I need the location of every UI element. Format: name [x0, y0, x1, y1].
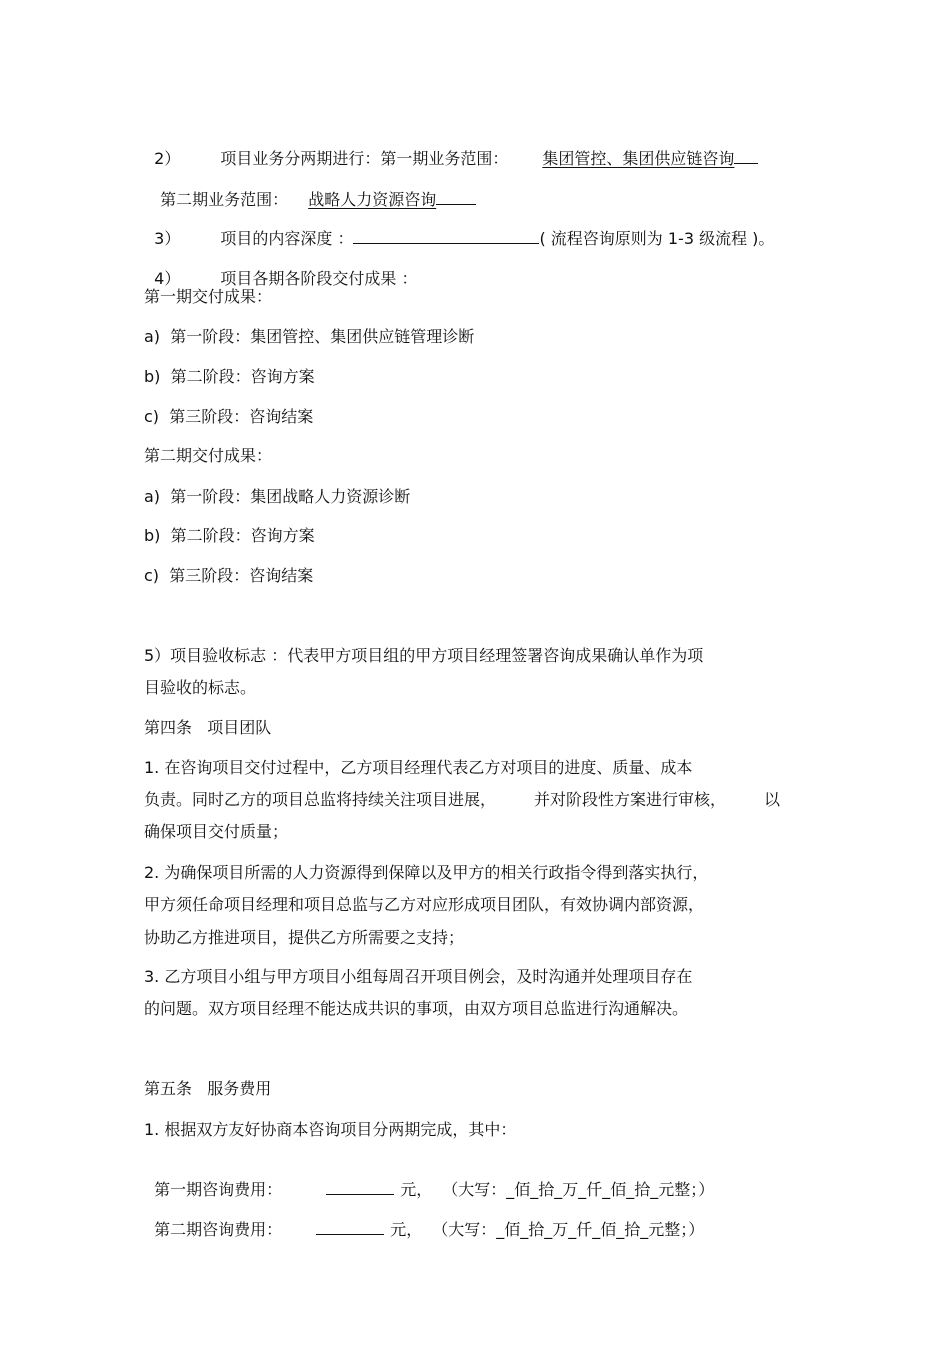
- paragraph-line: 甲方须任命项目经理和项目总监与乙方对应形成项目团队，有效协调内部资源，: [144, 895, 705, 914]
- paragraph-line: 确保项目交付质量；: [144, 822, 289, 841]
- list-item: b) 第二阶段：咨询方案: [144, 526, 315, 545]
- fee-words: （大写：_佰_拾_万_仟_佰_拾_元整；）: [432, 1220, 705, 1239]
- article-5-title: 第五条 服务费用: [144, 1079, 272, 1098]
- item-label: 项目的内容深度 ：: [220, 229, 354, 248]
- list-item: c) 第三阶段：咨询结案: [144, 407, 314, 426]
- paragraph-line: 3. 乙方项目小组与甲方项目小组每周召开项目例会，及时沟通并处理项目存在: [144, 967, 693, 986]
- item-note: ( 流程咨询原则为 1-3 级流程 )。: [539, 229, 775, 248]
- item-2-line-2: [150, 167, 476, 211]
- underline-blank: [436, 189, 476, 205]
- item-4-line: [144, 246, 417, 290]
- paragraph-line: 2. 为确保项目所需的人力资源得到保障以及甲方的相关行政指令得到落实执行，: [144, 863, 709, 882]
- list-item: c) 第三阶段：咨询结案: [144, 566, 314, 585]
- fee-intro: 1. 根据双方友好协商本咨询项目分两期完成，其中：: [144, 1120, 517, 1139]
- fee-phase-1: [144, 1157, 714, 1201]
- item-label: 第二期业务范围：: [160, 190, 289, 209]
- scope-phase-2: 战略人力资源咨询: [308, 190, 437, 209]
- list-item: a) 第一阶段：集团管控、集团供应链管理诊断: [144, 327, 475, 346]
- item-5-line-1: 5）项目验收标志 ：代表甲方项目组的甲方项目经理签署咨询成果确认单作为项: [144, 646, 704, 665]
- fee-label: 第二期咨询费用：: [154, 1220, 283, 1239]
- underline-blank: [734, 148, 758, 164]
- item-3-line: [144, 206, 774, 250]
- item-number: 3）: [154, 229, 181, 248]
- scope-phase-1: 集团管控、集团供应链咨询: [542, 149, 735, 168]
- item-number: 2）: [154, 149, 181, 168]
- item-label: 项目业务分两期进行：第一期业务范围：: [220, 149, 509, 168]
- list-item: a) 第一阶段：集团战略人力资源诊断: [144, 487, 411, 506]
- paragraph-line: 负责。同时乙方的项目总监将持续关注项目进展， 并对阶段性方案进行审核， 以: [144, 790, 781, 809]
- amount-blank: [326, 1179, 394, 1195]
- item-2-line: [144, 126, 758, 170]
- fee-label: 第一期咨询费用：: [154, 1180, 283, 1199]
- fee-phase-2: [144, 1197, 704, 1241]
- phase-1-heading: 第一期交付成果：: [144, 287, 273, 306]
- fee-unit: 元，: [400, 1180, 433, 1199]
- paragraph-line: 的问题。双方项目经理不能达成共识的事项，由双方项目总监进行沟通解决。: [144, 999, 689, 1018]
- list-item: b) 第二阶段：咨询方案: [144, 367, 315, 386]
- paragraph-line: 协助乙方推进项目，提供乙方所需要之支持；: [144, 928, 465, 947]
- fee-words: （大写：_佰_拾_万_仟_佰_拾_元整；）: [442, 1180, 715, 1199]
- item-number: 4）: [154, 269, 181, 288]
- item-5-line-2: 目验收的标志。: [144, 678, 257, 697]
- item-label: 项目各期各阶段交付成果 ：: [220, 269, 418, 288]
- amount-blank: [316, 1219, 384, 1235]
- article-4-title: 第四条 项目团队: [144, 718, 272, 737]
- underline-blank: [353, 228, 539, 244]
- paragraph-line: 1. 在咨询项目交付过程中，乙方项目经理代表乙方对项目的进度、质量、成本: [144, 758, 693, 777]
- phase-2-heading: 第二期交付成果：: [144, 446, 273, 465]
- fee-unit: 元，: [390, 1220, 423, 1239]
